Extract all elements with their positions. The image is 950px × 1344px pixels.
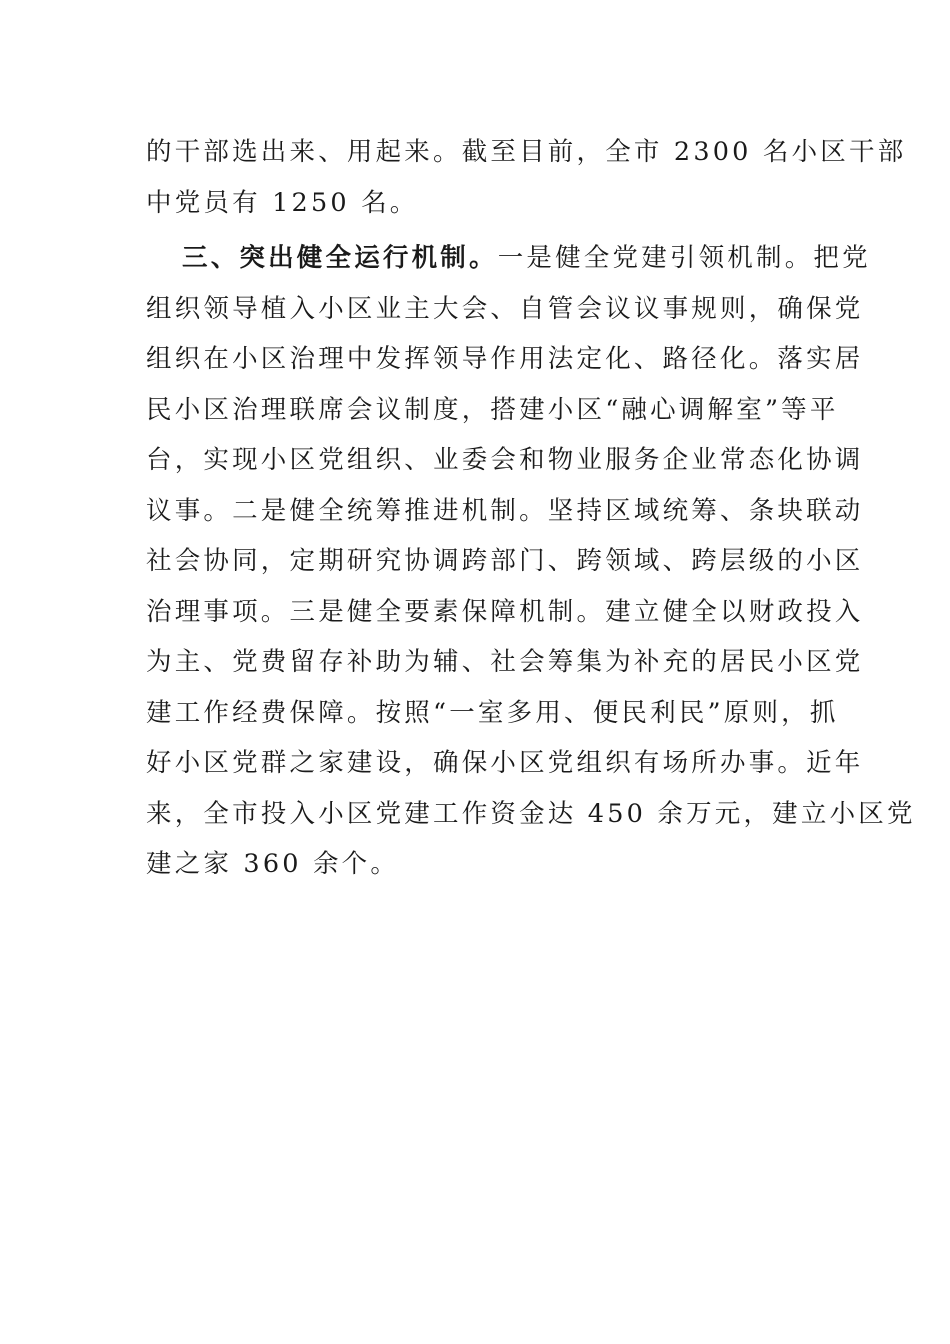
paragraph-2-line: 来，全市投入小区党建工作资金达 450 余万元，建立小区党: [146, 798, 916, 829]
paragraph-2-line: 建之家 360 余个。: [146, 849, 400, 879]
paragraph-2: [146, 233, 916, 890]
paragraph-2-line: 建工作经费保障。按照“一室多用、便民利民”原则，抓: [146, 697, 839, 728]
paragraph-2-line: 好小区党群之家建设，确保小区党组织有场所办事。近年: [146, 748, 864, 778]
section-heading: 三、突出健全运行机制。: [182, 243, 498, 273]
paragraph-2-line: 组织领导植入小区业主大会、自管会议议事规则，确保党: [146, 293, 864, 324]
paragraph-1-line: 中党员有 1250 名。: [146, 187, 419, 218]
paragraph-1-line: 的干部选出来、用起来。截至目前，全市 2300 名小区干部: [146, 137, 907, 167]
paragraph-2-line: 治理事项。三是健全要素保障机制。建立健全以财政投入: [146, 596, 864, 627]
paragraph-2-line: 社会协同，定期研究协调跨部门、跨领域、跨层级的小区: [146, 546, 864, 576]
paragraph-2-line: 组织在小区治理中发挥领导作用法定化、路径化。落实居: [146, 344, 864, 374]
paragraph-2-line: 台，实现小区党组织、业委会和物业服务企业常态化协调: [146, 445, 864, 475]
paragraph-2-line: 议事。二是健全统筹推进机制。坚持区域统筹、条块联动: [146, 495, 864, 526]
paragraph-2-first-line: [146, 233, 871, 284]
paragraph-2-line: 民小区治理联席会议制度，搭建小区“融心调解室”等平: [146, 394, 839, 425]
paragraph-1: [146, 127, 907, 228]
paragraph-2-line: 为主、党费留存补助为辅、社会筹集为补充的居民小区党: [146, 647, 864, 677]
paragraph-2-first-line-text: 一是健全党建引领机制。把党: [497, 243, 871, 273]
